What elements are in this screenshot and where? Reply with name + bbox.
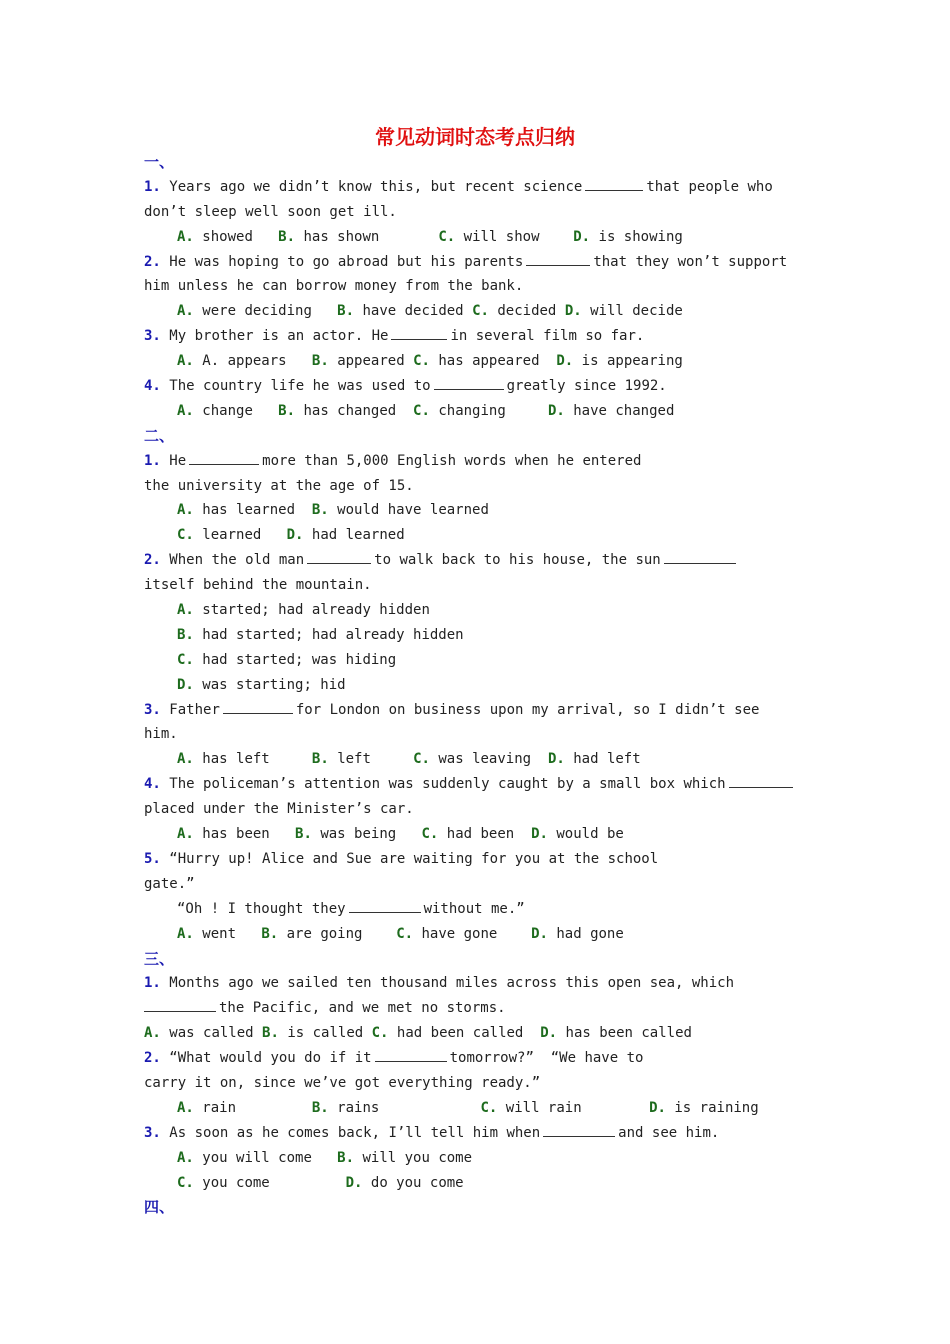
question-stem-cont: him unless he can borrow money from the bank.	[144, 278, 524, 295]
options-row	[144, 822, 824, 847]
question-stem	[144, 847, 824, 872]
text-segment: had been	[446, 826, 515, 843]
text-segment: left	[337, 751, 371, 768]
section-heading: 四、	[144, 1198, 175, 1217]
answer-blank	[543, 1122, 615, 1137]
option-label: D.	[573, 228, 591, 245]
option-label: D.	[531, 826, 548, 843]
options-row	[144, 399, 824, 424]
answer-blank	[349, 898, 421, 913]
text-segment: A. appears	[202, 353, 287, 370]
text-segment: had gone	[556, 925, 624, 942]
question-stem	[144, 698, 824, 723]
question-number: 1.	[144, 178, 161, 195]
text-segment: was starting; hid	[202, 676, 346, 693]
text-segment: more than 5,000 English words when he entered	[262, 452, 642, 469]
text-segment: you come	[202, 1174, 270, 1191]
question-stem-cont: itself behind the mountain.	[144, 577, 372, 594]
question-stem-cont: him.	[144, 726, 178, 743]
question-stem-cont	[144, 996, 824, 1021]
option-label: B.	[337, 1149, 355, 1166]
option-label: D.	[547, 751, 565, 768]
options-row	[144, 1021, 824, 1046]
text-segment: rains	[337, 1099, 380, 1116]
answer-blank	[189, 450, 259, 465]
text-segment: My brother is an actor. He	[169, 328, 389, 345]
options-row	[144, 299, 824, 324]
text-segment: “What would you do if it	[169, 1050, 372, 1067]
text-segment: are going	[286, 925, 363, 942]
option-label: D.	[556, 353, 574, 370]
text-segment: to walk back to his house, the sun	[374, 552, 661, 569]
answer-blank	[307, 549, 371, 564]
option-label: C.	[371, 1025, 389, 1042]
text-segment: has shown	[303, 228, 380, 245]
option-label: D.	[286, 527, 304, 544]
text-segment: When the old man	[169, 552, 305, 569]
question-stem-cont: the university at the age of 15.	[144, 477, 414, 494]
option-label: D.	[547, 402, 565, 419]
text-segment: had been called	[396, 1025, 524, 1042]
section-heading: 一、	[144, 153, 175, 171]
text-segment: is raining	[674, 1099, 759, 1116]
answer-blank	[391, 325, 447, 340]
option-label: B.	[311, 353, 329, 370]
option-label: C.	[177, 1174, 194, 1191]
question-stem-reply	[144, 897, 824, 922]
text-segment: Years ago we didn’t know this, but recent science	[169, 178, 583, 195]
question-stem	[144, 374, 824, 399]
text-segment: had left	[573, 751, 641, 768]
text-segment: was leaving	[438, 751, 532, 768]
question-number: 5.	[144, 850, 161, 867]
question-stem-cont: gate.”	[144, 875, 195, 892]
question-number: 2.	[144, 1050, 161, 1067]
text-segment: changing	[438, 402, 506, 419]
option-label: D.	[564, 303, 582, 320]
option-label: A.	[144, 1025, 161, 1042]
answer-blank	[223, 699, 293, 714]
options-row	[144, 498, 824, 523]
text-segment: that they won’t support	[593, 253, 788, 270]
option-label: B.	[261, 925, 279, 942]
option-label: C.	[396, 925, 414, 942]
text-segment: appeared	[337, 353, 405, 370]
text-segment: that people who	[646, 178, 773, 195]
question-number: 2.	[144, 552, 161, 569]
question-number: 1.	[144, 975, 161, 992]
question-number: 4.	[144, 378, 161, 395]
options-row	[144, 225, 824, 250]
text-segment: rain	[202, 1099, 237, 1116]
text-segment: He was hoping to go abroad but his parents	[169, 253, 524, 270]
option-label: B.	[278, 228, 296, 245]
option-label: B.	[295, 826, 312, 843]
text-segment: have changed	[573, 402, 675, 419]
text-segment: Months ago we sailed ten thousand miles across this open sea, which	[169, 975, 735, 992]
text-segment: was being	[320, 826, 397, 843]
text-segment: without me.”	[423, 900, 525, 917]
text-segment: the Pacific, and we met no storms.	[219, 1000, 506, 1017]
option-label: C.	[472, 303, 489, 320]
text-segment: has been called	[565, 1025, 692, 1042]
text-segment: will you come	[362, 1149, 473, 1166]
text-segment: had started; had already hidden	[202, 626, 464, 643]
question-stem	[144, 548, 824, 573]
text-segment: is appearing	[581, 353, 683, 370]
options-row	[144, 648, 824, 673]
text-segment: were deciding	[202, 303, 312, 320]
options-row	[144, 349, 824, 374]
text-segment: learned	[202, 527, 262, 544]
option-label: B.	[311, 1099, 329, 1116]
option-label: A.	[177, 502, 194, 519]
option-label: A.	[177, 1099, 194, 1116]
question-stem	[144, 1046, 824, 1071]
option-label: B.	[337, 303, 355, 320]
text-segment: He	[169, 452, 187, 469]
option-label: A.	[177, 826, 194, 843]
text-segment: showed	[202, 228, 253, 245]
text-segment: The country life he was used to	[169, 378, 431, 395]
text-segment: had learned	[311, 527, 405, 544]
answer-blank	[729, 773, 793, 788]
text-segment: you will come	[202, 1149, 312, 1166]
option-label: A.	[177, 353, 194, 370]
text-segment: will show	[463, 228, 540, 245]
text-segment: has left	[202, 751, 270, 768]
text-segment: The policeman’s attention was suddenly caught by a small box which	[169, 776, 726, 793]
option-label: D.	[649, 1099, 666, 1116]
text-segment: have decided	[362, 303, 464, 320]
text-segment: will decide	[590, 303, 683, 320]
option-label: A.	[177, 925, 194, 942]
option-label: C.	[413, 751, 430, 768]
option-label: D.	[531, 925, 548, 942]
option-label: B.	[177, 626, 194, 643]
text-segment: Father	[169, 701, 220, 718]
text-segment: started; had already hidden	[202, 602, 430, 619]
answer-blank	[526, 251, 590, 266]
option-label: A.	[177, 751, 194, 768]
page-title: 常见动词时态考点归纳	[375, 125, 575, 149]
option-label: C.	[177, 527, 194, 544]
option-label: A.	[177, 602, 194, 619]
answer-blank	[664, 549, 736, 564]
text-segment: “Hurry up! Alice and Sue are waiting for you at the school	[169, 850, 659, 867]
options-row	[144, 747, 824, 772]
options-row	[144, 1096, 824, 1121]
question-stem	[144, 324, 824, 349]
option-label: D.	[345, 1174, 363, 1191]
text-segment: was called	[169, 1025, 254, 1042]
question-number: 2.	[144, 253, 161, 270]
text-segment: will rain	[505, 1099, 582, 1116]
section-heading: 二、	[144, 426, 175, 445]
options-row	[144, 673, 824, 698]
question-stem-cont: placed under the Minister’s car.	[144, 801, 414, 818]
answer-blank	[434, 375, 504, 390]
option-label: C.	[480, 1099, 498, 1116]
option-label: A.	[177, 402, 194, 419]
question-number: 4.	[144, 776, 161, 793]
question-stem	[144, 772, 824, 797]
question-number: 1.	[144, 452, 161, 469]
option-label: C.	[421, 826, 439, 843]
text-segment: tomorrow?” “We have to	[449, 1050, 644, 1067]
option-label: C.	[438, 228, 456, 245]
option-label: B.	[311, 751, 329, 768]
option-label: A.	[177, 303, 194, 320]
option-label: B.	[262, 1025, 279, 1042]
text-segment: change	[202, 402, 253, 419]
text-segment: has changed	[303, 402, 397, 419]
section-heading: 三、	[144, 949, 175, 968]
question-stem	[144, 250, 824, 275]
options-row	[144, 1146, 824, 1171]
option-label: D.	[177, 676, 194, 693]
question-list	[144, 150, 824, 1220]
options-row	[144, 1171, 824, 1196]
option-label: C.	[413, 353, 430, 370]
answer-blank	[375, 1047, 447, 1062]
answer-blank	[585, 176, 643, 191]
question-number: 3.	[144, 1124, 161, 1141]
option-label: A.	[177, 228, 194, 245]
text-segment: would be	[556, 826, 624, 843]
text-segment: has been	[202, 826, 270, 843]
text-segment: for London on business upon my arrival, so I didn’t see	[295, 701, 760, 718]
text-segment: have gone	[421, 925, 498, 942]
answer-blank	[144, 997, 216, 1012]
text-segment: decided	[497, 303, 557, 320]
question-number: 3.	[144, 328, 161, 345]
text-segment: do you come	[370, 1174, 464, 1191]
option-label: D.	[540, 1025, 558, 1042]
text-segment: has learned	[202, 502, 296, 519]
option-label: C.	[413, 402, 430, 419]
option-label: A.	[177, 1149, 194, 1166]
option-label: B.	[278, 402, 296, 419]
option-label: C.	[177, 651, 194, 668]
text-segment: has appeared	[438, 353, 540, 370]
question-stem	[144, 971, 824, 996]
options-row	[144, 598, 824, 623]
text-segment: went	[202, 925, 237, 942]
question-stem	[144, 1121, 824, 1146]
text-segment: and see him.	[618, 1124, 720, 1141]
option-label: B.	[311, 502, 329, 519]
options-row	[144, 922, 824, 947]
question-stem-cont: don’t sleep well soon get ill.	[144, 203, 397, 220]
text-segment: had started; was hiding	[202, 651, 397, 668]
question-stem	[144, 175, 824, 200]
text-segment: greatly since 1992.	[506, 378, 667, 395]
text-segment: As soon as he comes back, I’ll tell him when	[169, 1124, 541, 1141]
question-stem-cont: carry it on, since we’ve got everything ready.”	[144, 1074, 541, 1091]
text-segment: “Oh ! I thought they	[177, 900, 346, 917]
text-segment: in several film so far.	[450, 328, 645, 345]
text-segment: is called	[287, 1025, 364, 1042]
text-segment: is showing	[598, 228, 683, 245]
question-number: 3.	[144, 701, 161, 718]
options-row	[144, 523, 824, 548]
text-segment: would have learned	[337, 502, 489, 519]
question-stem	[144, 449, 824, 474]
options-row	[144, 623, 824, 648]
